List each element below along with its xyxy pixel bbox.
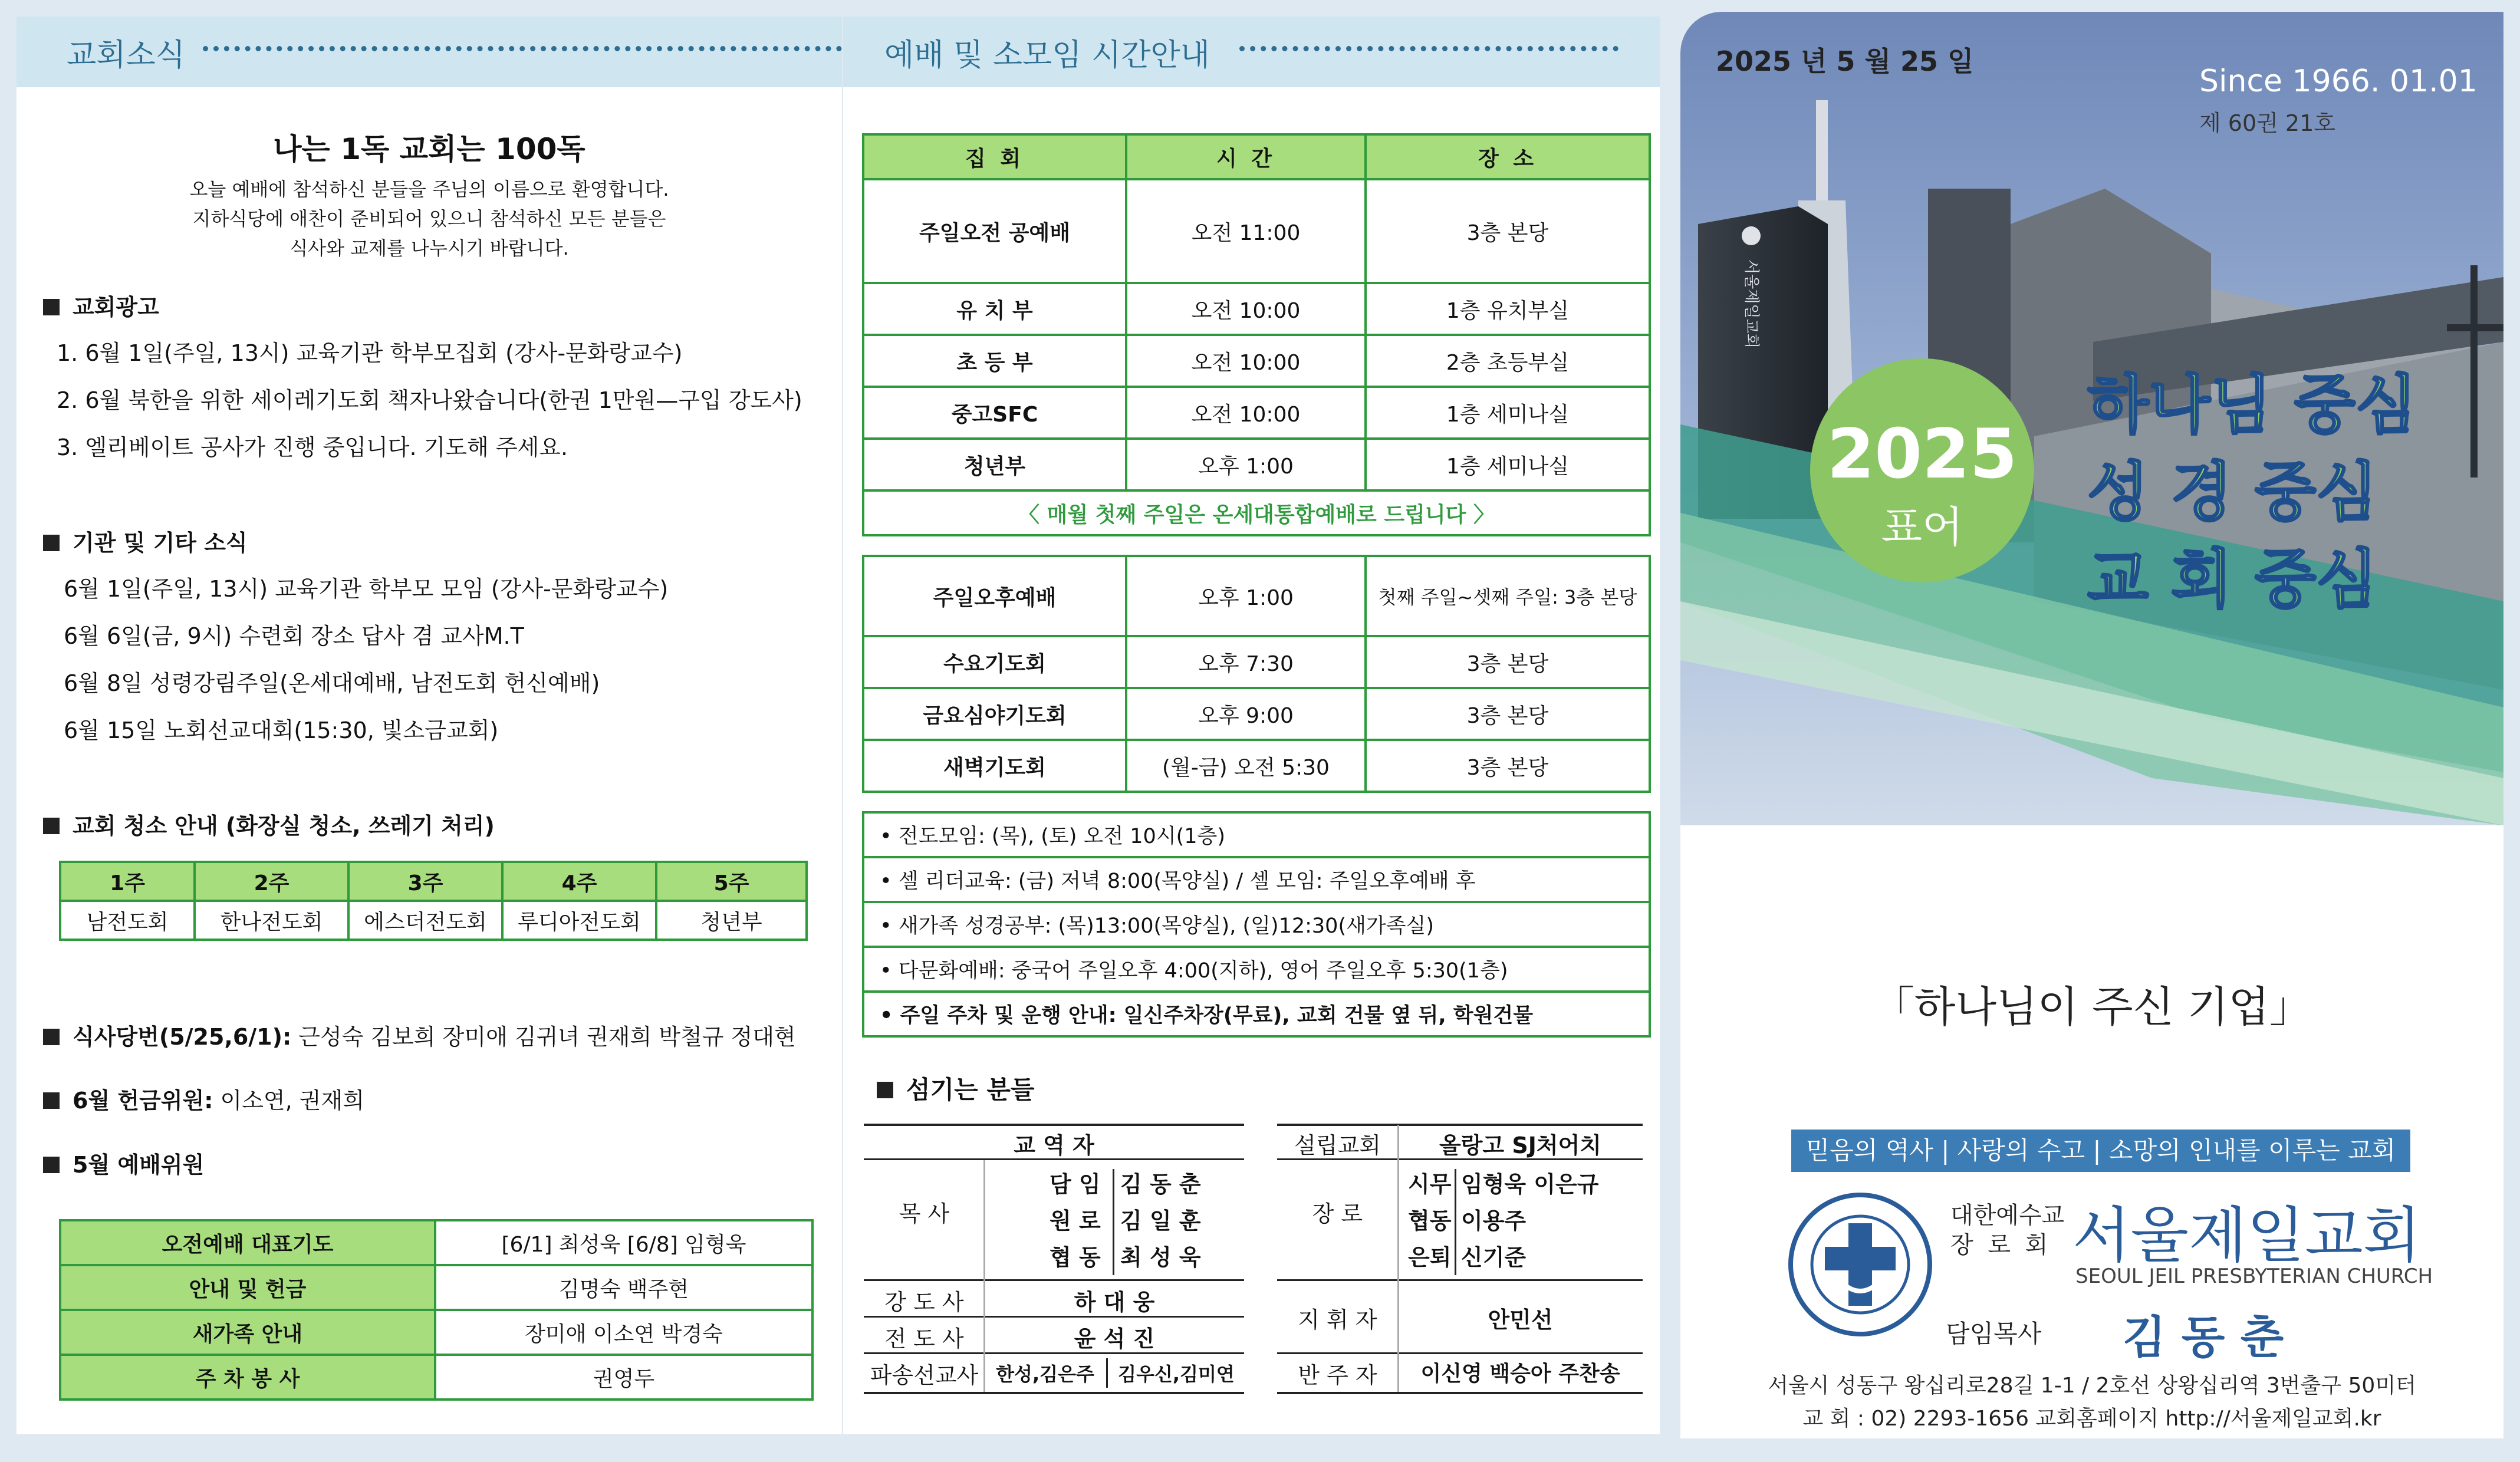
evangelist-name: 하 대 웅 [1074, 1289, 1155, 1315]
staff-divider [1397, 1125, 1399, 1392]
news-item: 6월 15일 노회선교대회(15:30, 빛소금교회) [64, 717, 499, 743]
ad-item: 2. 6월 북한을 위한 세이레기도회 책자나왔습니다(한권 1만원—구입 강도사) [57, 387, 802, 413]
schedule-table-b [862, 555, 1651, 793]
accompanist-names: 이신영 백승아 주찬송 [1420, 1362, 1620, 1386]
evangelist2-role: 전 도 사 [884, 1326, 964, 1352]
elder-names: 임형욱 이은규 [1461, 1171, 1599, 1197]
gathering-item: • 전도모임: (목), (토) 오전 10시(1층) [863, 812, 1650, 857]
gathering-item: • 새가족 성경공부: (목)13:00(목양실), (일)12:30(새가족실) [863, 902, 1650, 947]
header-dotted-rule [1239, 46, 1618, 51]
welcome-title: 나는 1독 교회는 100독 [273, 132, 585, 166]
service-time: 오전 11:00 [1126, 179, 1366, 283]
cleaning-heading: 교회 청소 안내 (화장실 청소, 쓰레기 처리) [43, 808, 495, 840]
service-place: 1층 세미나실 [1366, 439, 1650, 490]
service-place: 3층 본당 [1366, 636, 1650, 688]
planting-name: 올랑고 SJ처어치 [1439, 1132, 1601, 1158]
meal-duty: 식사당번(5/25,6/1): 근성숙 김보희 장미애 김귀녀 권재희 박철규 정대현 [43, 1019, 796, 1051]
staff-rule [864, 1158, 1244, 1160]
pastor-name: 김 동 춘 [1120, 1171, 1201, 1197]
church-tagline: 믿음의 역사 | 사랑의 수고 | 소망의 인내를 이루는 교회 [1791, 1130, 2410, 1172]
church-contact: 교 회 : 02) 2293-1656 교회홈페이지 http://서울제일교회.kr [1802, 1407, 2381, 1431]
conductor-name: 안민선 [1488, 1307, 1553, 1333]
service-place: 2층 초등부실 [1366, 335, 1650, 387]
missionary-name: 김우신,김미연 [1118, 1363, 1235, 1385]
slogan: 「하나님이 주신 기업」 [1871, 982, 2312, 1032]
service-time: 오후 7:30 [1126, 636, 1366, 688]
committee-names: 권영두 [435, 1355, 812, 1400]
cleaning-table [59, 861, 808, 941]
church-seal-logo [1787, 1191, 1934, 1338]
committee-names: 김명숙 백주현 [435, 1265, 812, 1310]
pastor-label: 담임목사 [1946, 1319, 2042, 1348]
evangelist-role: 강 도 사 [884, 1289, 964, 1315]
ministers-title: 교 역 자 [1014, 1132, 1094, 1158]
service-time: 오전 10:00 [1126, 335, 1366, 387]
gatherings-table [862, 811, 1651, 1038]
col-header: 집 회 [863, 134, 1126, 179]
issue-date: 2025 년 5 월 25 일 [1716, 45, 1974, 77]
staff-rule [1277, 1124, 1643, 1126]
ad-item: 3. 엘리베이트 공사가 진행 중입니다. 기도해 주세요. [57, 434, 568, 460]
service-name: 수요기도회 [863, 636, 1126, 688]
square-bullet-icon [43, 818, 60, 834]
pastor-title: 담 임 [1050, 1171, 1101, 1197]
building-sign: 서울제일교회 [1742, 259, 1760, 348]
staff-divider [1455, 1169, 1456, 1275]
service-name: 새벽기도회 [863, 740, 1126, 792]
church-name: 서울제일교회 [2072, 1201, 2422, 1271]
denomination-line: 장 로 회 [1950, 1231, 2052, 1259]
worship-committee-table [59, 1219, 814, 1401]
welcome-line: 지하식당에 애찬이 준비되어 있으니 참석하신 모든 분들은 [192, 208, 666, 230]
col-header: 장 소 [1366, 134, 1650, 179]
staff-rule [1277, 1279, 1643, 1281]
pastor-role: 목 사 [899, 1201, 950, 1227]
church-news-header [17, 17, 842, 87]
news-item: 6월 6일(금, 9시) 수련회 장소 답사 겸 교사M.T [64, 623, 524, 649]
staff-rule [864, 1316, 1244, 1318]
cover-panel [1680, 12, 2503, 1438]
week-header: 3주 [348, 862, 502, 901]
staff-divider [1106, 1358, 1108, 1388]
service-place: 첫째 주일~셋째 주일: 3층 본당 [1366, 556, 1650, 636]
col-header: 시 간 [1126, 134, 1366, 179]
square-bullet-icon [43, 1029, 60, 1045]
service-time: 오후 9:00 [1126, 688, 1366, 740]
service-name: 초 등 부 [863, 335, 1126, 387]
gathering-item: • 다문화예배: 중국어 주일오후 4:00(지하), 영어 주일오후 5:30(1층) [863, 947, 1650, 992]
week-header: 4주 [502, 862, 656, 901]
staff-rule [864, 1352, 1244, 1354]
staff-divider [983, 1160, 985, 1392]
service-time: 오후 1:00 [1126, 439, 1366, 490]
square-bullet-icon [43, 1157, 60, 1173]
schedule-note: 〈 매월 첫째 주일은 온세대통합예배로 드립니다 〉 [863, 490, 1650, 535]
service-name: 유 치 부 [863, 283, 1126, 335]
square-bullet-icon [43, 1092, 60, 1109]
square-bullet-icon [43, 535, 60, 551]
schedule-title: 예배 및 소모임 시간안내 [884, 37, 1210, 73]
pastor-name: 최 성 욱 [1120, 1244, 1201, 1270]
service-time: 오전 10:00 [1126, 283, 1366, 335]
conductor-role: 지 휘 자 [1298, 1307, 1377, 1333]
elder-role: 장 로 [1312, 1201, 1363, 1227]
pastor-title: 협 동 [1050, 1244, 1101, 1270]
pastor-name: 김 동 춘 [2123, 1311, 2284, 1364]
service-name: 청년부 [863, 439, 1126, 490]
volume-number: 제 60권 21호 [2199, 110, 2335, 136]
service-place: 1층 유치부실 [1366, 283, 1650, 335]
motto-line: 하나님 중심 [2087, 368, 2417, 442]
missionary-name: 한성,김은주 [996, 1363, 1094, 1385]
schedule-table-a [862, 133, 1651, 536]
service-time: 오후 1:00 [1126, 556, 1366, 636]
elder-title: 은퇴 [1408, 1244, 1452, 1270]
staff-rule [1277, 1158, 1643, 1160]
staff-rule [1277, 1352, 1643, 1354]
service-place: 1층 세미나실 [1366, 387, 1650, 439]
committee-role: 새가족 안내 [60, 1310, 435, 1355]
denomination-line: 대한예수교 [1950, 1202, 2065, 1229]
service-name: 주일오전 공예배 [863, 179, 1126, 283]
staff-rule [864, 1279, 1244, 1281]
motto-label: 표어 [1881, 502, 1963, 552]
gathering-item: • 주일 주차 및 운행 안내: 일신주차장(무료), 교회 건물 옆 뒤, 학원건물 [863, 992, 1650, 1036]
service-place: 3층 본당 [1366, 688, 1650, 740]
cleaning-group: 루디아전도회 [502, 901, 656, 940]
week-header: 2주 [195, 862, 348, 901]
square-bullet-icon [43, 299, 60, 315]
news-heading: 기관 및 기타 소식 [43, 525, 248, 557]
committee-names: 장미애 이소연 박경숙 [435, 1310, 812, 1355]
ads-heading: 교회광고 [43, 289, 159, 321]
service-place: 3층 본당 [1366, 740, 1650, 792]
elder-names: 신기준 [1461, 1244, 1527, 1270]
cleaning-group: 남전도회 [60, 901, 195, 940]
service-place: 3층 본당 [1366, 179, 1650, 283]
committee-role: 오전예배 대표기도 [60, 1220, 435, 1265]
service-time: (월-금) 오전 5:30 [1126, 740, 1366, 792]
welcome-line: 식사와 교제를 나누시기 바랍니다. [289, 237, 569, 259]
staff-heading: 섬기는 분들 [877, 1071, 1034, 1106]
committee-role: 안내 및 헌금 [60, 1265, 435, 1310]
gathering-item: • 셀 리더교육: (금) 저녁 8:00(목양실) / 셀 모임: 주일오후예배 후 [863, 857, 1650, 902]
church-name-english: SEOUL JEIL PRESBYTERIAN CHURCH [2075, 1265, 2433, 1288]
cleaning-group: 청년부 [656, 901, 807, 940]
elder-title: 시무 [1408, 1171, 1452, 1197]
news-item: 6월 1일(주일, 13시) 교육기관 학부모 모임 (강사-문화랑교수) [64, 576, 669, 602]
staff-rule [1277, 1392, 1643, 1394]
missionary-role: 파송선교사 [870, 1362, 979, 1388]
church-address: 서울시 성동구 왕십리로28길 1-1 / 2호선 상왕십리역 3번출구 50미터 [1768, 1374, 2416, 1398]
motto-line: 교 회 중심 [2087, 543, 2378, 617]
square-bullet-icon [877, 1082, 893, 1098]
year-badge [1810, 358, 2034, 582]
news-item: 6월 8일 성령강림주일(온세대예배, 남전도회 헌신예배) [64, 670, 600, 696]
pastor-name: 김 일 훈 [1120, 1208, 1201, 1234]
elder-names: 이용주 [1461, 1208, 1527, 1234]
schedule-panel [843, 17, 1660, 1434]
committee-role: 주 차 봉 사 [60, 1355, 435, 1400]
service-name: 중고SFC [863, 387, 1126, 439]
header-dotted-rule [203, 46, 842, 51]
worship-committee-heading: 5월 예배위원 [43, 1147, 204, 1179]
service-name: 주일오후예배 [863, 556, 1126, 636]
welcome-line: 오늘 예배에 참석하신 분들을 주님의 이름으로 환영합니다. [189, 178, 669, 200]
planting-role: 설립교회 [1294, 1132, 1381, 1158]
staff-divider [1113, 1169, 1114, 1275]
staff-rule [864, 1124, 1244, 1126]
committee-names: [6/1] 최성욱 [6/8] 임형욱 [435, 1220, 812, 1265]
schedule-header [843, 17, 1660, 87]
church-news-panel [17, 17, 842, 1434]
elder-title: 협동 [1408, 1208, 1452, 1234]
ad-item: 1. 6월 1일(주일, 13시) 교육기관 학부모집회 (강사-문화랑교수) [57, 340, 683, 366]
service-name: 금요심야기도회 [863, 688, 1126, 740]
church-news-title: 교회소식 [67, 37, 185, 73]
service-time: 오전 10:00 [1126, 387, 1366, 439]
motto-year: 2025 [1827, 414, 2018, 494]
cleaning-group: 한나전도회 [195, 901, 348, 940]
accompanist-role: 반 주 자 [1298, 1362, 1377, 1388]
staff-rule [864, 1392, 1244, 1394]
week-header: 1주 [60, 862, 195, 901]
since-date: Since 1966. 01.01 [2199, 64, 2478, 99]
week-header: 5주 [656, 862, 807, 901]
pastor-title: 원 로 [1050, 1208, 1101, 1234]
cleaning-group: 에스더전도회 [348, 901, 502, 940]
motto-line: 성 경 중심 [2087, 456, 2378, 529]
offering-committee: 6월 헌금위원: 이소연, 권재희 [43, 1082, 364, 1115]
evangelist2-name: 윤 석 진 [1074, 1326, 1155, 1352]
